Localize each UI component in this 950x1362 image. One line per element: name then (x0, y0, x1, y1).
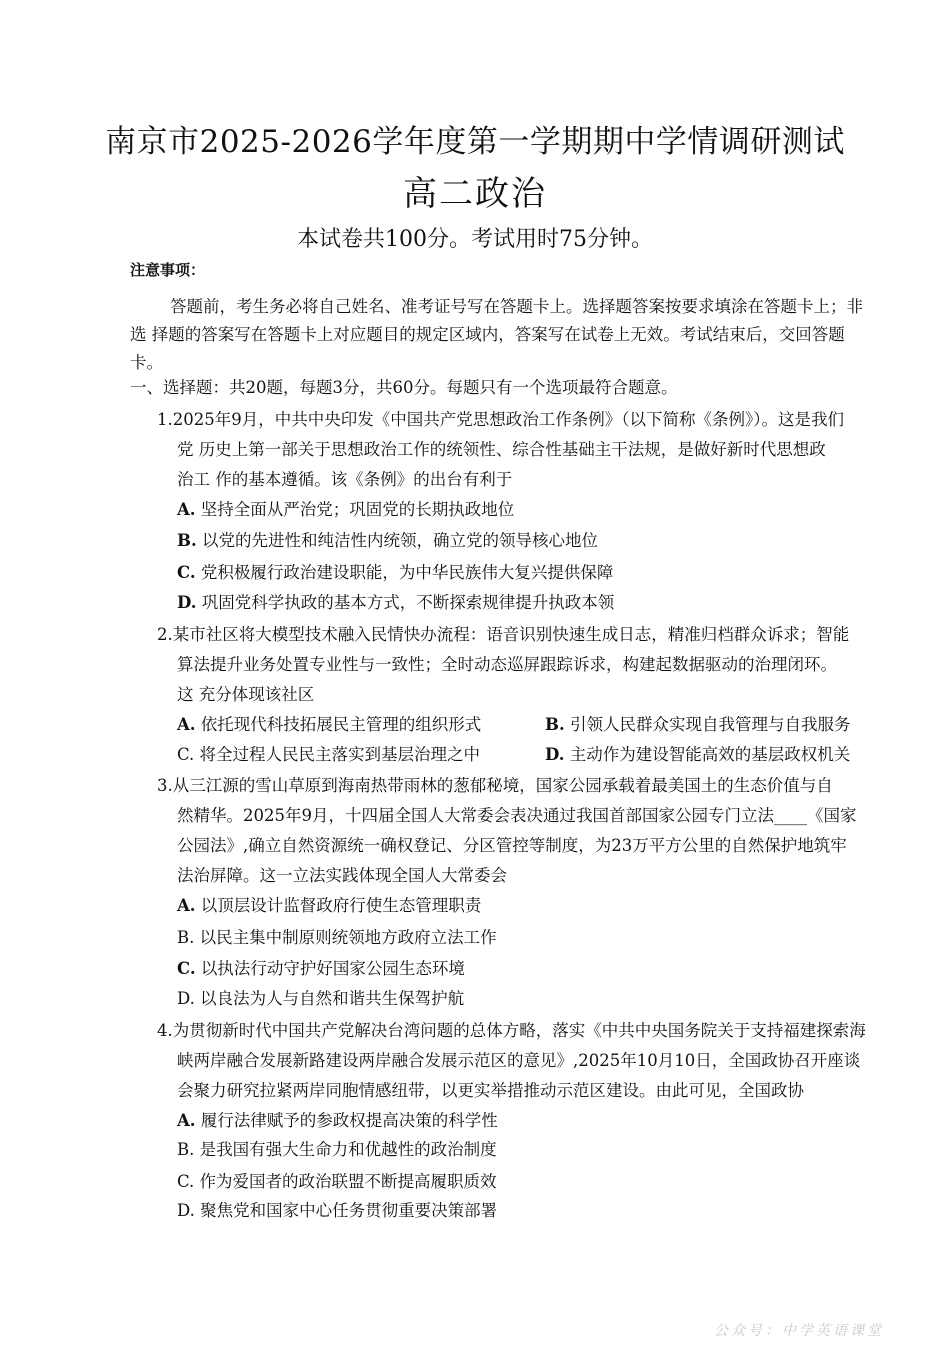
exam-subject: 高二政治 (403, 174, 547, 214)
option-d (177, 985, 464, 1009)
option-a (177, 496, 514, 520)
option-letter: C. (177, 563, 196, 582)
notice-heading: 注意事项： (130, 261, 206, 279)
option-letter: B. (545, 715, 565, 734)
question-stem-line: 3.从三江源的雪山草原到海南热带雨林的葱郁秘境，国家公园承载着最美国土的生态价值与自 (157, 776, 833, 795)
option-d (177, 1197, 497, 1221)
section-heading: 一、选择题：共20题，每题3分，共60分。每题只有一个选项最符合题意。 (130, 378, 678, 397)
option-text: 坚持全面从严治党；巩固党的长期执政地位 (200, 500, 515, 519)
option-text: 是我国有强大生命力和优越性的政治制度 (199, 1140, 497, 1159)
question-stem-line: 会聚力研究拉紧两岸同胞情感纽带，以更实举措推动示范区建设。由此可见，全国政协 (177, 1081, 804, 1100)
option-letter: D. (545, 745, 565, 764)
option-b (177, 924, 497, 948)
option-letter: D. (177, 989, 195, 1008)
question-stem-line: 党 历史上第一部关于思想政治工作的统领性、综合性基础主干法规，是做好新时代思想政 (177, 440, 826, 459)
option-text: 巩固党科学执政的基本方式，不断探索规律提升执政本领 (201, 593, 615, 612)
option-d (177, 589, 614, 613)
option-text: 聚焦党和国家中心任务贯彻重要决策部署 (200, 1201, 498, 1220)
option-text: 将全过程人民民主落实到基层治理之中 (199, 745, 481, 764)
option-letter: A. (177, 896, 196, 915)
option-c (177, 559, 613, 583)
option-text: 以顶层设计监督政府行使生态管理职责 (200, 896, 482, 915)
option-a (177, 711, 481, 735)
option-b (177, 1136, 497, 1160)
question-stem-line: 2.某市社区将大模型技术融入民情快办流程：语音识别快速生成日志，精准归档群众诉求；智能 (157, 625, 850, 644)
option-text: 主动作为建设智能高效的基层政权机关 (569, 745, 851, 764)
question-stem-line: 治工 作的基本遵循。该《条例》的出台有利于 (177, 470, 513, 489)
option-text: 以执法行动守护好国家公园生态环境 (200, 959, 465, 978)
option-b (177, 527, 598, 551)
option-letter: B. (177, 928, 195, 947)
option-letter: C. (177, 745, 195, 764)
question-stem-line: 算法提升业务处置专业性与一致性；全时动态巡屏跟踪诉求，构建起数据驱动的治理闭环。 (177, 655, 837, 674)
option-text: 作为爱国者的政治联盟不断提高履职质效 (199, 1172, 497, 1191)
question-stem-line: 4.为贯彻新时代中国共产党解决台湾问题的总体方略，落实《中共中央国务院关于支持福建探索海 (157, 1021, 866, 1040)
option-d (545, 741, 850, 765)
watermark: 公众号：中学英语课堂 (714, 1323, 884, 1339)
question-stem-line: 1.2025年9月，中共中央印发《中国共产党思想政治工作条例》（以下简称《条例》）。这是我们 (157, 410, 844, 429)
option-text: 以良法为人与自然和谐共生保驾护航 (200, 989, 465, 1008)
option-text: 履行法律赋予的参政权提高决策的科学性 (200, 1111, 498, 1130)
option-letter: B. (177, 1140, 195, 1159)
notice-line: 卡。 (130, 353, 163, 372)
option-letter: D. (177, 593, 197, 612)
option-letter: C. (177, 1172, 195, 1191)
option-letter: D. (177, 1201, 195, 1220)
question-stem-line: 公园法》,确立自然资源统一确权登记、分区管控等制度，为23万平方公里的自然保护地筑牢 (177, 836, 847, 855)
option-c (177, 741, 480, 765)
option-text: 依托现代科技拓展民主管理的组织形式 (200, 715, 482, 734)
question-stem-line: 这 充分体现该社区 (177, 685, 315, 704)
option-letter: A. (177, 715, 196, 734)
option-c (177, 1168, 497, 1192)
question-stem-line: 法治屏障。这一立法实践体现全国人大常委会 (177, 866, 507, 885)
option-c (177, 955, 465, 979)
option-a (177, 892, 481, 916)
exam-title: 南京市2025-2026学年度第一学期期中学情调研测试 (105, 124, 845, 160)
notice-line: 答题前，考生务必将自己姓名、准考证号写在答题卡上。选择题答案按要求填涂在答题卡上；非 (170, 297, 863, 316)
question-stem-line: 峡两岸融合发展新路建设两岸融合发展示范区的意见》,2025年10月10日，全国政协召开座谈 (177, 1051, 861, 1070)
option-letter: A. (177, 500, 196, 519)
option-text: 以党的先进性和纯洁性内统领，确立党的领导核心地位 (201, 531, 598, 550)
question-stem-line: 然精华。2025年9月，十四届全国人大常委会表决通过我国首部国家公园专门立法____《国家 (177, 806, 857, 825)
option-letter: C. (177, 959, 196, 978)
option-b (545, 711, 850, 735)
exam-info: 本试卷共100分。考试用时75分钟。 (297, 227, 653, 252)
option-text: 以民主集中制原则统领地方政府立法工作 (199, 928, 497, 947)
option-text: 党积极履行政治建设职能，为中华民族伟大复兴提供保障 (200, 563, 614, 582)
option-text: 引领人民群众实现自我管理与自我服务 (569, 715, 851, 734)
option-letter: B. (177, 531, 197, 550)
option-letter: A. (177, 1111, 196, 1130)
option-a (177, 1107, 498, 1131)
notice-line: 选 择题的答案写在答题卡上对应题目的规定区域内，答案写在试卷上无效。考试结束后，交回答题 (130, 325, 845, 344)
